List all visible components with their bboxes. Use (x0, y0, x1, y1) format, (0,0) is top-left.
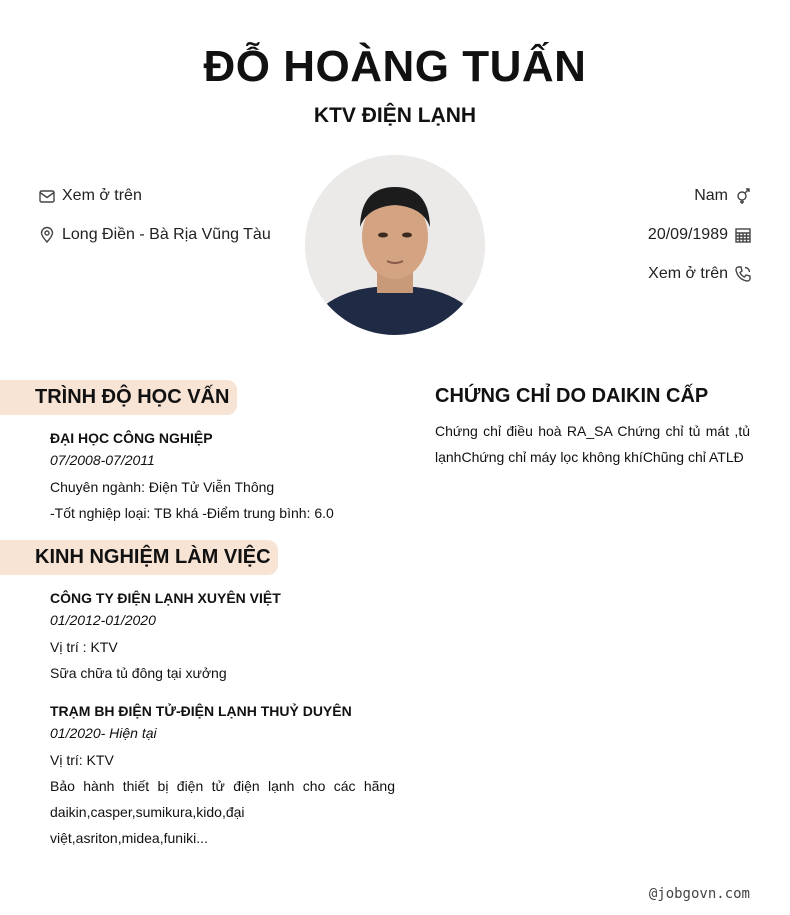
job-entry (50, 590, 395, 686)
education-major: Chuyên ngành: Điện Tử Viễn Thông (50, 479, 275, 495)
company-name: TRẠM BH ĐIỆN TỬ-ĐIỆN LẠNH THUỶ DUYÊN (50, 703, 352, 719)
job-period: 01/2020- Hiện tại (50, 725, 157, 741)
job-description: Sữa chữa tủ đông tại xưởng (50, 665, 227, 681)
phone-contact (648, 265, 752, 283)
address-contact (38, 226, 271, 244)
phone-text: Xem ở trên (648, 265, 728, 282)
education-heading: TRÌNH ĐỘ HỌC VẤN (0, 380, 237, 415)
email-text: Xem ở trên (62, 187, 142, 204)
candidate-name: ĐỖ HOÀNG TUẤN (203, 42, 587, 91)
address-text: Long Điền - Bà Rịa Vũng Tàu (62, 226, 271, 243)
gender-icon (734, 187, 752, 205)
birthday-text: 20/09/1989 (647, 226, 728, 243)
email-contact (38, 187, 142, 205)
education-period: 07/2008-07/2011 (50, 452, 155, 468)
certificates-text: Chứng chỉ điều hoà RA_SA Chứng chỉ tủ mát ,tủ lạnhChứng chỉ máy lọc không khíChũng chỉ ATLĐ (435, 423, 750, 465)
calendar-icon (734, 226, 752, 244)
job-position: Vị trí : KTV (50, 639, 118, 655)
map-pin-icon (38, 226, 56, 244)
job-entry (50, 703, 395, 851)
job-description: việt,asriton,midea,funiki... (50, 830, 208, 846)
job-description: daikin,casper,sumikura,kido,đại (50, 804, 245, 820)
school-name: ĐẠI HỌC CÔNG NGHIỆP (50, 430, 213, 446)
education-result: -Tốt nghiệp loại: TB khá -Điểm trung bình: 6.0 (50, 505, 334, 521)
job-description: Bảo hành thiết bị điện tử điện lạnh cho các hãng (50, 778, 395, 794)
gender-contact (694, 187, 752, 205)
experience-heading: KINH NGHIỆM LÀM VIỆC (0, 540, 278, 575)
birthday-contact (648, 226, 752, 244)
phone-icon (734, 265, 752, 283)
gender-text: Nam (694, 187, 728, 204)
mail-icon (38, 187, 56, 205)
company-name: CÔNG TY ĐIỆN LẠNH XUYÊN VIỆT (50, 590, 281, 606)
job-title: KTV ĐIỆN LẠNH (313, 104, 477, 127)
certificates-heading: CHỨNG CHỈ DO DAIKIN CẤP (435, 385, 709, 407)
job-position: Vị trí: KTV (50, 752, 114, 768)
watermark: @jobgovn.com (648, 886, 750, 902)
avatar (305, 155, 485, 335)
job-period: 01/2012-01/2020 (50, 612, 156, 628)
education-entry (50, 430, 395, 526)
profile-photo (305, 155, 485, 335)
